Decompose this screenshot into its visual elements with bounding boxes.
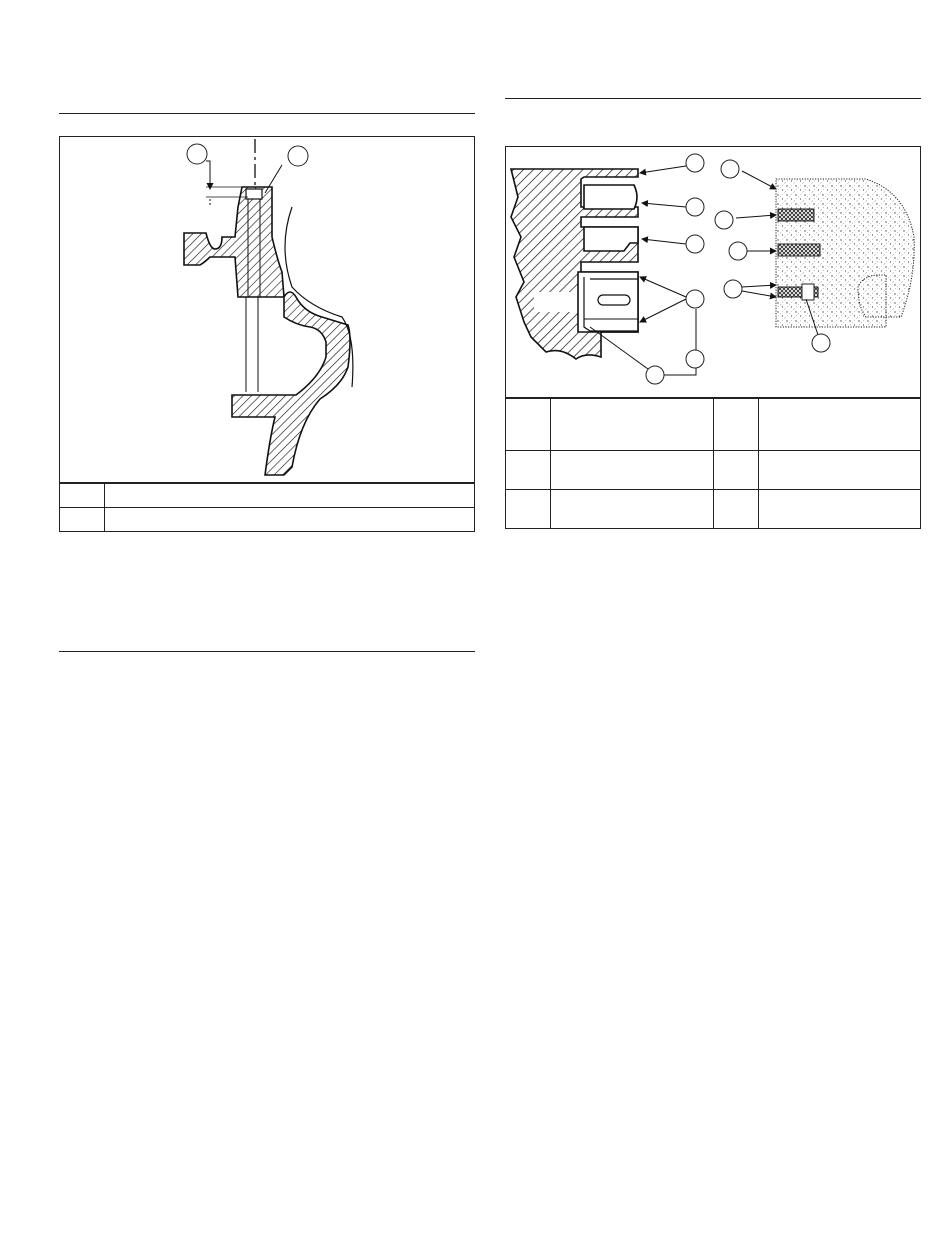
upper-hub-section bbox=[184, 187, 284, 297]
right-figure-frame bbox=[505, 146, 921, 398]
legend-row bbox=[60, 484, 475, 508]
legend-number bbox=[506, 451, 551, 490]
right-callout-3 bbox=[686, 235, 704, 253]
right-callout-7 bbox=[721, 160, 739, 178]
legend-text bbox=[759, 490, 921, 529]
legend-text bbox=[551, 451, 714, 490]
left-callout-1 bbox=[187, 144, 207, 164]
left-legend-table bbox=[59, 483, 475, 532]
web-section bbox=[232, 292, 350, 475]
legend-number bbox=[60, 508, 105, 532]
legend-text bbox=[759, 451, 921, 490]
legend-row bbox=[506, 451, 921, 490]
legend-number bbox=[506, 490, 551, 529]
legend-text bbox=[551, 490, 714, 529]
left-callout-2 bbox=[288, 146, 308, 166]
legend-text bbox=[105, 484, 475, 508]
legend-row bbox=[506, 490, 921, 529]
legend-row bbox=[506, 399, 921, 451]
legend-text bbox=[551, 399, 714, 451]
right-callout-6 bbox=[646, 366, 664, 384]
left-figure-frame bbox=[59, 136, 475, 483]
legend-text bbox=[105, 508, 475, 532]
legend-number bbox=[714, 490, 759, 529]
right-callout-10 bbox=[724, 280, 742, 298]
left-header-rule bbox=[59, 113, 475, 114]
right-callout-9 bbox=[729, 242, 747, 260]
legend-number bbox=[506, 399, 551, 451]
left-section-rule bbox=[59, 651, 475, 652]
right-callout-2 bbox=[686, 198, 704, 216]
legend-number bbox=[714, 399, 759, 451]
right-callout-1 bbox=[686, 154, 704, 172]
right-callout-4 bbox=[686, 290, 704, 308]
right-callout-8 bbox=[715, 211, 733, 229]
legend-number bbox=[60, 484, 105, 508]
legend-number bbox=[714, 451, 759, 490]
legend-text bbox=[759, 399, 921, 451]
legend-row bbox=[60, 508, 475, 532]
piston-ring-drawing bbox=[506, 147, 920, 397]
right-header-rule bbox=[505, 98, 921, 99]
right-callout-11 bbox=[812, 334, 830, 352]
cross-section-drawing bbox=[60, 137, 474, 482]
right-legend-table bbox=[505, 398, 921, 529]
right-callout-5 bbox=[686, 350, 704, 368]
